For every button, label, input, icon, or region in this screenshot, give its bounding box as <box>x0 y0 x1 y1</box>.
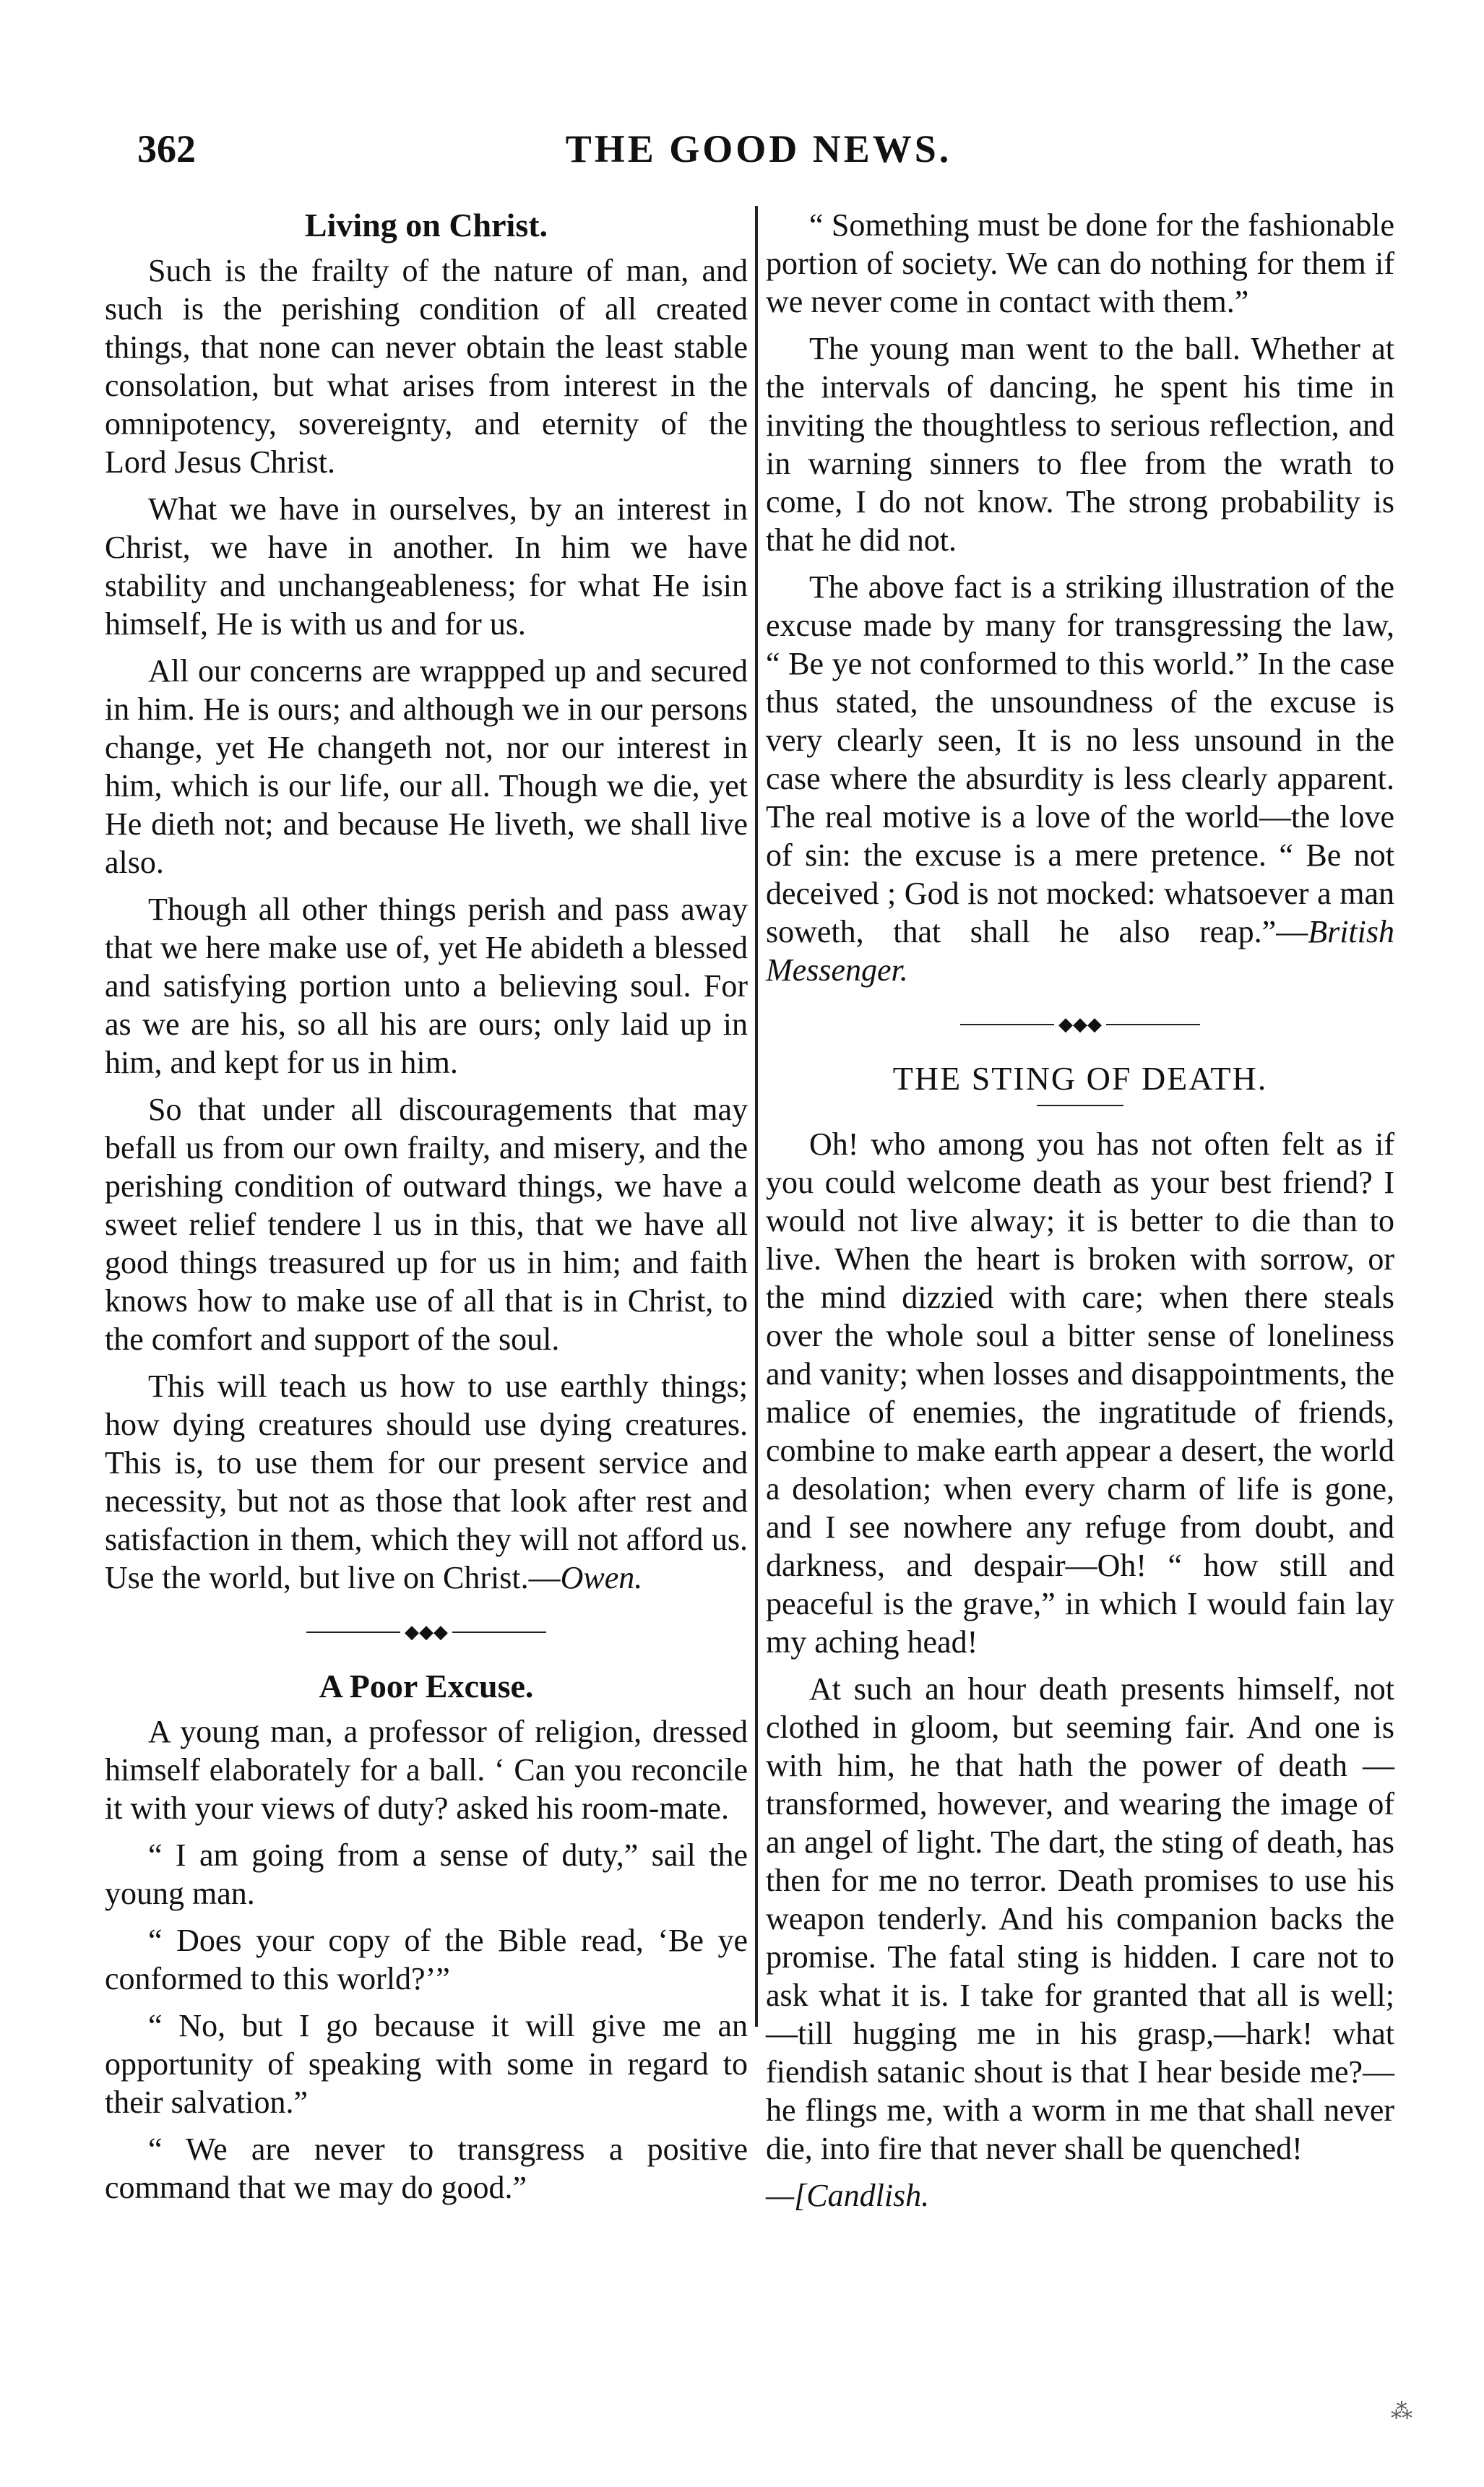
article-living-on-christ <box>105 206 748 1597</box>
paragraph: “ Does your copy of the Bible read, ‘Be ye conformed to this world?’” <box>105 1923 748 1996</box>
separator-ornament: ◆◆◆ <box>405 1621 448 1642</box>
paragraph: “ No, but I go because it will give me an opportunity of speaking with some in regard to their salvation.” <box>105 2008 748 2120</box>
article-separator <box>105 1613 748 1651</box>
right-column <box>766 206 1394 2223</box>
citation: —[Candlish. <box>766 2178 930 2213</box>
paragraph <box>766 568 1394 989</box>
page-header <box>137 126 1380 184</box>
title-underline <box>1037 1105 1123 1106</box>
article-a-poor-excuse-continued <box>766 206 1394 989</box>
article-separator <box>766 1005 1394 1043</box>
page-number: 362 <box>137 127 196 171</box>
paragraph: At such an hour death presents himself, not clothed in gloom, but seeming fair. And one is with him, he that hath the power of death —transformed, however, and wearing the image of an angel of light. The dart, the sting of death, has then for me no terror. Death promises to use his weapon tenderly. And his companion backs the promise. The fatal sting is hidden. I care not to ask what it is. I take for granted that all is well;—till hugging me in his grasp,—hark! what fiendish satanic shout is that I hear beside me?—he flings me, with a worm in me that shall never die, into fire that never shall be quenched! <box>766 1671 1394 2166</box>
article-a-poor-excuse <box>105 1667 748 2207</box>
paragraph: “ Something must be done for the fashionable portion of society. We can do nothing for them if we never come in contact with them.” <box>766 207 1394 319</box>
left-column <box>105 206 748 2215</box>
citation: Owen. <box>560 1560 643 1595</box>
paragraph <box>105 1367 748 1597</box>
separator-line <box>452 1632 546 1633</box>
paragraph-text: The above fact is a striking illustration of the excuse made by many for transgressing the law, “ Be ye not conformed to this world.” In the case thus stated, the unsoundness of the excuse is very clearly seen, It is no less unsound in the case where the absurdity is less clearly apparent. The real motive is a love of the world—the love of sin: the excuse is a mere pretence. “ Be not deceived ; God is not mocked: whatsoever a man soweth, that shall he also reap.”— <box>766 569 1394 949</box>
paragraph: Though all other things perish and pass away that we here make use of, yet He abideth a blessed and satisfying portion unto a believing soul. For as we are his, so all his are ours; only laid up in him, and kept for us in him. <box>105 892 748 1080</box>
article-title: Living on Christ. <box>304 207 548 243</box>
paragraph: A young man, a professor of religion, dressed himself elaborately for a ball. ‘ Can you reconcile it with your views of duty? asked his room-mate. <box>105 1714 748 1826</box>
corner-mark: ⁂ <box>1391 2400 1412 2423</box>
separator-line <box>960 1024 1054 1025</box>
separator-ornament: ◆◆◆ <box>1058 1014 1102 1035</box>
paragraph: What we have in ourselves, by an interest in Christ, we have in another. In him we have stability and unchangeableness; for what He isin himself, He is with us and for us. <box>105 491 748 642</box>
paragraph-text: This will teach us how to use earthly things; how dying creatures should use dying creatures. This is, to use them for our present service and necessity, but not as those that look after rest and satisfaction in them, which they will not afford us. Use the world, but live on Christ.— <box>105 1369 748 1595</box>
paragraph: Oh! who among you has not often felt as if you could welcome death as your best friend? I would not live alway; it is better to die than to live. When the heart is broken with sorrow, or the mind dizzied with care; when there steals over the whole soul a bitter sense of loneliness and vanity; when losses and disappointments, the malice of enemies, the ingratitude of friends, combine to make earth appear a desert, the world a desolation; when every charm of life is gone, and I see nowhere any refuge from doubt, and darkness, and despair—Oh! “ how still and peaceful is the grave,” in which I would fain lay my aching head! <box>766 1126 1394 1660</box>
paragraph: The young man went to the ball. Whether at the intervals of dancing, he spent his time in inviting the thoughtless to serious reflection, and in warning sinners to flee from the wrath to come, I do not know. The strong probability is that he did not. <box>766 331 1394 558</box>
separator-line <box>306 1632 400 1633</box>
citation: British Messenger. <box>766 914 1394 988</box>
separator-line <box>1106 1024 1200 1025</box>
column-divider <box>755 206 758 2027</box>
article-title: A Poor Excuse. <box>319 1668 534 1704</box>
paragraph: “ We are never to transgress a positive command that we may do good.” <box>105 2132 748 2205</box>
paragraph: So that under all discouragements that may befall us from our own frailty, and misery, and the perishing condition of outward things, we have a sweet relief tendere l us in this, that we have all good things treasured up for us in him; and faith knows how to make use of all that is in Christ, to the comfort and support of the soul. <box>105 1092 748 1357</box>
paragraph: Such is the frailty of the nature of man, and such is the perishing condition of all created things, that none can never obtain the least stable consolation, but what arises from interest in the omnipotency, sovereignty, and eternity of the Lord Jesus Christ. <box>105 253 748 480</box>
running-title: THE GOOD NEWS. <box>565 127 952 171</box>
article-title: THE STING OF DEATH. <box>892 1060 1268 1097</box>
paragraph: “ I am going from a sense of duty,” sail the young man. <box>105 1837 748 1911</box>
paragraph: All our concerns are wrappped up and secured in him. He is ours; and although we in our persons change, yet He changeth not, nor our interest in him, which is our life, our all. Though we die, yet He dieth not; and because He liveth, we shall live also. <box>105 653 748 880</box>
article-sting-of-death <box>766 1059 1394 2215</box>
